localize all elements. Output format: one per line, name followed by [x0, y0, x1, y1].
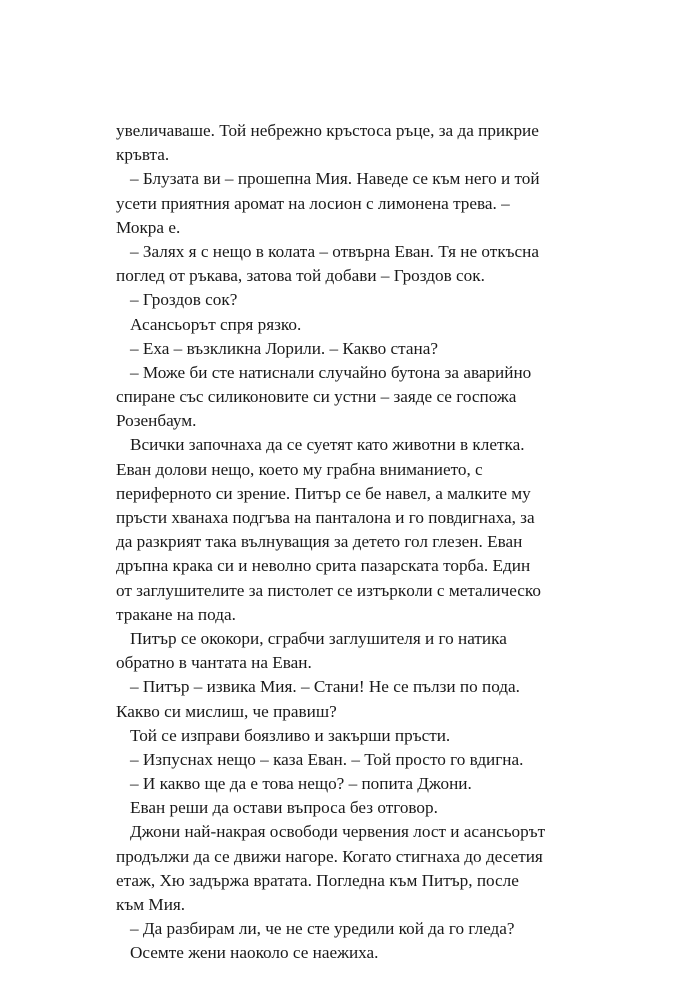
text-line: Еван долови нещо, което му грабна вниманието, с	[116, 459, 483, 479]
text-line: – Да разбирам ли, че не сте уредили кой да го гледа?	[130, 919, 515, 939]
text-line: Осемте жени наоколо се наежиха.	[130, 943, 379, 963]
text-line: кръвта.	[116, 145, 170, 165]
page-body-text	[116, 119, 596, 966]
text-line: продължи да се движи нагоре. Когато стигнаха до десетия	[116, 846, 543, 866]
text-line: Джони най-накрая освободи червения лост и асансьорът	[130, 822, 546, 842]
text-line: – Може би сте натиснали случайно бутона за аварийно	[130, 362, 532, 382]
text-line: етаж, Хю задържа вратата. Погледна към Питър, после	[116, 870, 519, 890]
text-line: Той се изправи боязливо и закърши пръсти.	[130, 725, 451, 745]
text-line: от заглушителите за пистолет се изтъркoли с металическо	[116, 580, 541, 600]
text-line: към Мия.	[116, 895, 186, 914]
text-line: дръпна крака си и неволно срита пазарската торба. Един	[116, 556, 531, 576]
text-line: – Еха – възкликна Лорили. – Какво стана?	[130, 338, 438, 358]
text-line: – И какво ще да е това нещо? – попита Джони.	[130, 774, 472, 794]
text-line: – Гроздов сок?	[130, 290, 238, 310]
text-line: – Питър – извика Мия. – Стани! Не се пълзи по пода.	[130, 677, 520, 697]
text-line: усети приятния аромат на лосион с лимонена трева. –	[116, 193, 510, 213]
text-line: периферното си зрение. Питър се бе навел, а малките му	[116, 483, 531, 503]
text-line: увеличаваше. Той небрежно кръстоса ръце, за да прикрие	[116, 121, 539, 140]
text-line: – Блузата ви – прошепна Мия. Наведе се към него и той	[130, 169, 540, 189]
text-line: – Залях я с нещо в колата – отвърна Еван. Тя не откъсна	[130, 241, 540, 261]
text-line: – Изпуснах нещо – каза Еван. – Той просто го вдигна.	[130, 749, 524, 769]
text-line: Асансьорът спря рязко.	[130, 314, 302, 334]
text-line: Еван реши да остави въпроса без отговор.	[130, 798, 438, 818]
text-line: тракане на пода.	[116, 604, 236, 624]
text-line: поглед от ръкава, затова той добави – Гроздов сок.	[116, 266, 485, 286]
text-line: Розенбаум.	[116, 411, 197, 431]
text-line: да разкрият така вълнуващия за детето гол глезен. Еван	[116, 532, 523, 552]
text-line: Какво си мислиш, че правиш?	[116, 701, 337, 721]
text-line: обратно в чантата на Еван.	[116, 653, 312, 673]
text-line: пръсти хванаха подгъва на панталона и го повдигнаха, за	[116, 508, 535, 527]
text-line: Всички започнаха да се суетят като животни в клетка.	[130, 435, 525, 455]
text-line: спиране със силиконовите си устни – заяде се госпожа	[116, 387, 517, 407]
text-line: Питър се ококори, сграбчи заглушителя и го натика	[130, 628, 507, 648]
text-line: Мокра е.	[116, 217, 181, 237]
